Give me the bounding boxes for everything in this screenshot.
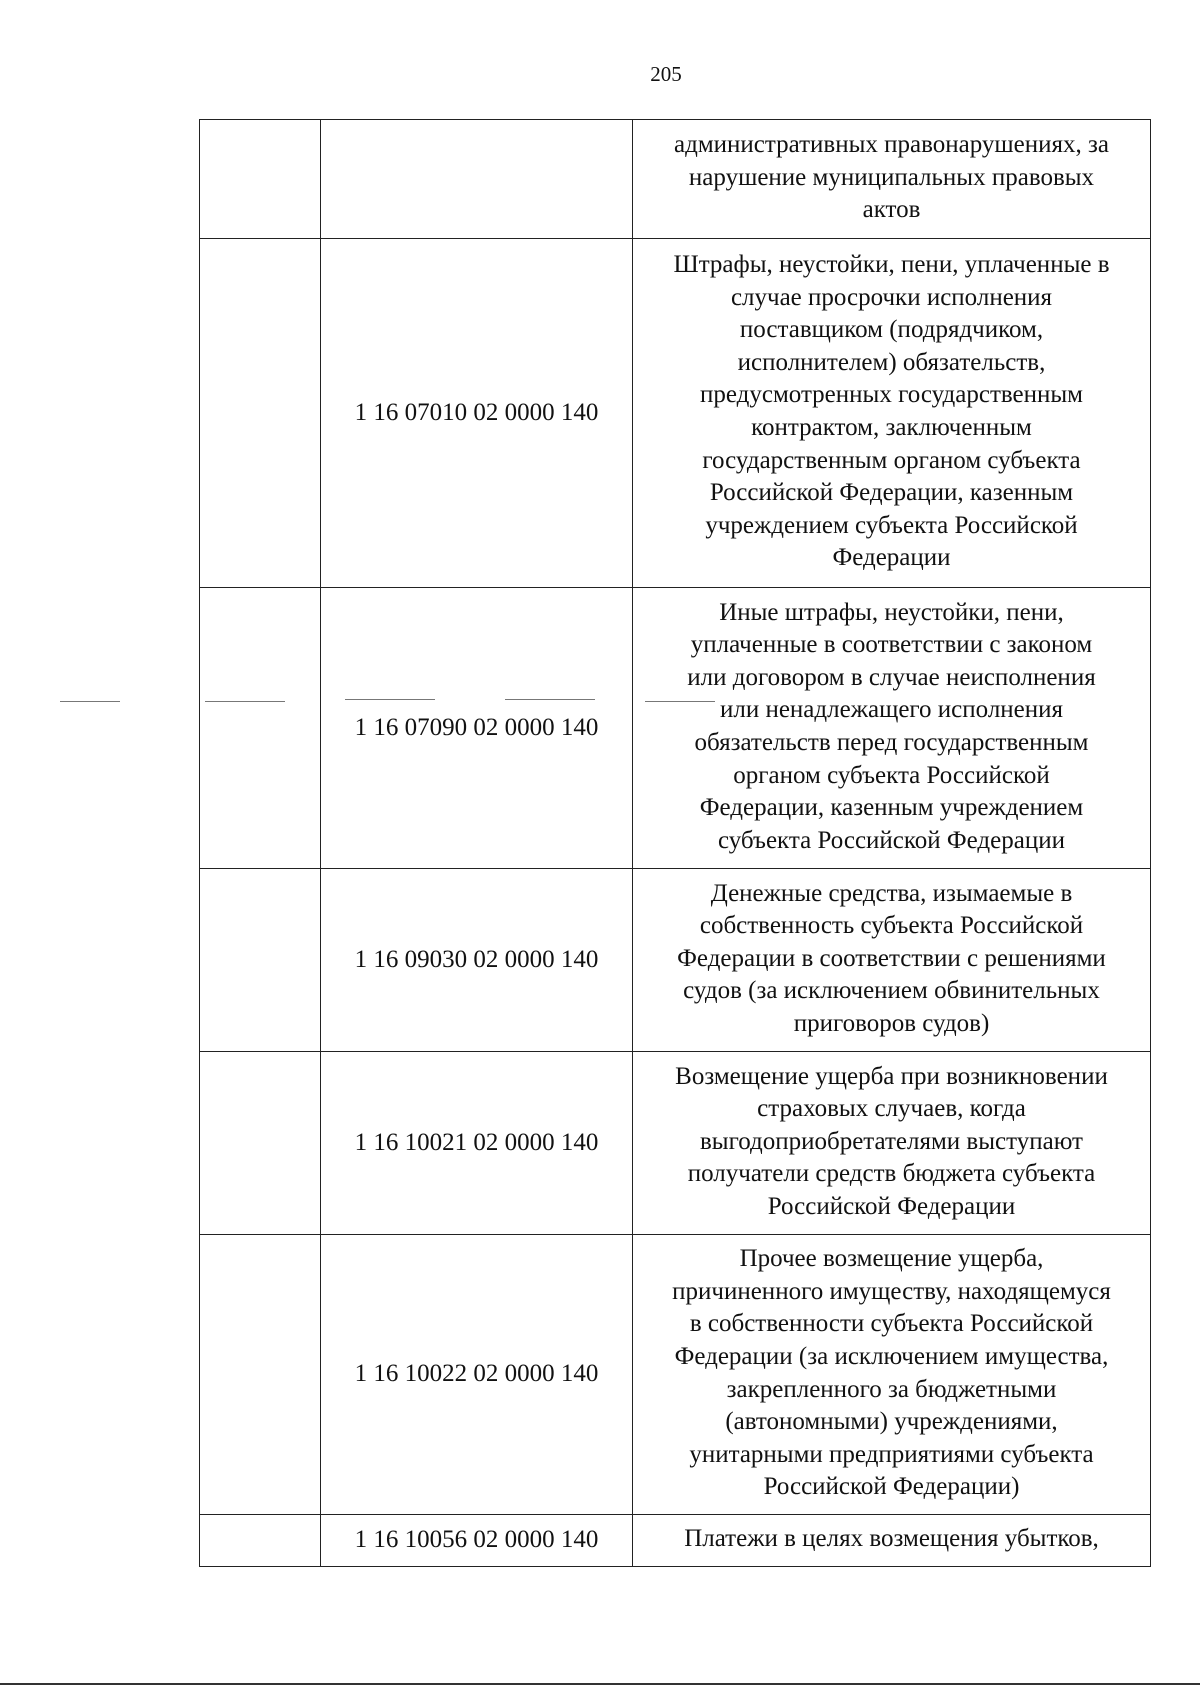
description-line: актов: [862, 196, 921, 224]
scan-artifact: [645, 701, 715, 702]
description-line: Прочее возмещение ущерба,: [739, 1245, 1044, 1273]
table-row: [200, 120, 1151, 239]
code-cell: [321, 120, 633, 239]
code-cell: 1 16 10021 02 0000 140: [321, 1052, 633, 1235]
empty-cell: [200, 239, 321, 588]
empty-cell: [200, 120, 321, 239]
description-line: Российской Федерации, казенным: [709, 479, 1074, 507]
description-line: государственным органом субъекта: [702, 446, 1081, 474]
description-line: поставщиком (подрядчиком,: [739, 316, 1044, 344]
code-cell: 1 16 07010 02 0000 140: [321, 239, 633, 588]
empty-cell: [200, 1052, 321, 1235]
description-line: закрепленного за бюджетными: [726, 1375, 1057, 1403]
code-cell: 1 16 09030 02 0000 140: [321, 869, 633, 1052]
description-line: Федерации, казенным учреждением: [699, 794, 1084, 822]
description-line: Российской Федерации): [763, 1473, 1020, 1501]
description-line: предусмотренных государственным: [700, 381, 1083, 409]
empty-cell: [200, 869, 321, 1052]
scan-artifact: [345, 699, 435, 700]
description-line: в собственности субъекта Российской: [689, 1310, 1094, 1338]
description-line: Возмещение ущерба при возникновении: [675, 1062, 1108, 1090]
empty-cell: [200, 1235, 321, 1515]
description-line: выгодоприобретателями выступают: [700, 1127, 1083, 1155]
table-row: [200, 1515, 1151, 1567]
description-line: страховых случаев, когда: [757, 1095, 1026, 1123]
description-line: Иные штрафы, неустойки, пени,: [719, 598, 1064, 626]
description-line: исполнителем) обязательств,: [737, 348, 1046, 376]
code-cell: 1 16 10056 02 0000 140: [321, 1515, 633, 1567]
table-row: [200, 869, 1151, 1052]
description-cell: [633, 588, 1151, 869]
description-line: Российской Федерации: [767, 1192, 1016, 1220]
description-line: (автономными) учреждениями,: [725, 1408, 1058, 1436]
description-line: Федерации (за исключением имущества,: [674, 1342, 1109, 1370]
description-line: обязательств перед государственным: [694, 729, 1089, 756]
description-cell: [633, 120, 1151, 239]
description-line: Денежные средства, изымаемые в: [710, 879, 1073, 907]
description-line: уплаченные в соответствии с законом: [690, 631, 1093, 659]
table-row: [200, 239, 1151, 588]
description-line: органом субъекта Российской: [733, 761, 1050, 789]
scan-artifact: [505, 699, 595, 700]
empty-cell: [200, 588, 321, 869]
description-line: случае просрочки исполнения: [730, 283, 1053, 311]
description-cell: [633, 1052, 1151, 1235]
description-line: судов (за исключением обвинительных: [683, 977, 1100, 1005]
code-cell: 1 16 10022 02 0000 140: [321, 1235, 633, 1515]
description-cell: [633, 1235, 1151, 1515]
description-line: нарушение муниципальных правовых: [688, 163, 1095, 191]
table-body: [200, 120, 1151, 1567]
description-line: Платежи в целях возмещения убытков,: [684, 1525, 1099, 1553]
description-line: контрактом, заключенным: [751, 414, 1032, 441]
description-line: субъекта Российской Федерации: [718, 826, 1065, 854]
code-cell: 1 16 07090 02 0000 140: [321, 588, 633, 869]
description-cell: [633, 1515, 1151, 1567]
description-line: или ненадлежащего исполнения: [719, 696, 1064, 724]
description-line: Штрафы, неустойки, пени, уплаченные в: [673, 251, 1110, 279]
description-line: или договором в случае неисполнения: [687, 663, 1096, 691]
description-line: причиненного имуществу, находящемуся: [672, 1277, 1111, 1305]
description-line: приговоров судов): [793, 1009, 990, 1037]
description-line: унитарными предприятиями субъекта: [689, 1440, 1094, 1468]
table-row: [200, 1235, 1151, 1515]
table-row: [200, 1052, 1151, 1235]
description-line: получатели средств бюджета субъекта: [687, 1160, 1096, 1188]
scan-artifact: [60, 701, 120, 702]
description-line: административных правонарушениях, за: [674, 131, 1109, 159]
description-cell: [633, 869, 1151, 1052]
description-cell: [633, 239, 1151, 588]
description-line: собственность субъекта Российской: [699, 912, 1084, 940]
description-line: Федерации: [832, 544, 951, 572]
description-line: Федерации в соответствии с решениями: [677, 944, 1106, 972]
scan-artifact: [205, 701, 285, 702]
table-row: [200, 588, 1151, 869]
description-line: учреждением субъекта Российской: [705, 511, 1078, 539]
page-number: 205: [650, 62, 682, 86]
page-bottom-border: [0, 1683, 1200, 1685]
empty-cell: [200, 1515, 321, 1567]
revenue-codes-table: [199, 119, 1151, 1567]
